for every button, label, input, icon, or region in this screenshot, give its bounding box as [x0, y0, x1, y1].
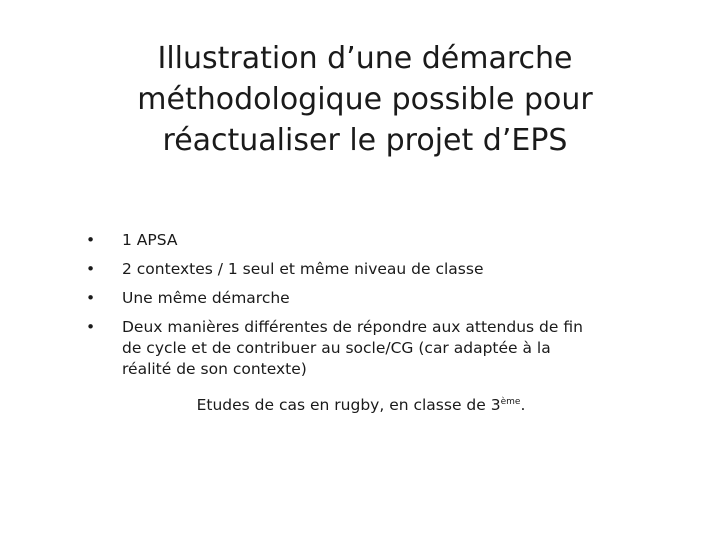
- bullet-icon: •: [86, 289, 96, 307]
- case-study-line: [0, 392, 720, 416]
- title-line: Illustration d’une démarche: [157, 41, 573, 76]
- bullet-item: [0, 259, 622, 280]
- case-study-superscript: ème: [500, 397, 521, 407]
- bullet-item: [0, 288, 622, 309]
- bullet-item: [0, 317, 622, 380]
- bullet-text: de cycle et de contribuer au socle/CG (car adaptée à la: [122, 339, 551, 357]
- bullet-list: [0, 230, 720, 388]
- bullet-text: 1 APSA: [122, 231, 178, 249]
- bullet-text: réalité de son contexte): [122, 360, 307, 378]
- slide-title: [70, 38, 660, 161]
- title-line: réactualiser le projet d’EPS: [162, 123, 568, 158]
- case-study-suffix: .: [520, 396, 526, 414]
- bullet-icon: •: [86, 318, 96, 336]
- bullet-text: Une même démarche: [122, 289, 290, 307]
- bullet-icon: •: [86, 260, 96, 278]
- bullet-item: [0, 230, 622, 251]
- bullet-icon: •: [86, 231, 96, 249]
- title-line: méthodologique possible pour: [137, 82, 593, 117]
- case-study-text: Etudes de cas en rugby, en classe de 3: [196, 396, 501, 414]
- bullet-text: Deux manières différentes de répondre aux attendus de fin: [122, 318, 583, 336]
- bullet-text: 2 contextes / 1 seul et même niveau de classe: [122, 260, 484, 278]
